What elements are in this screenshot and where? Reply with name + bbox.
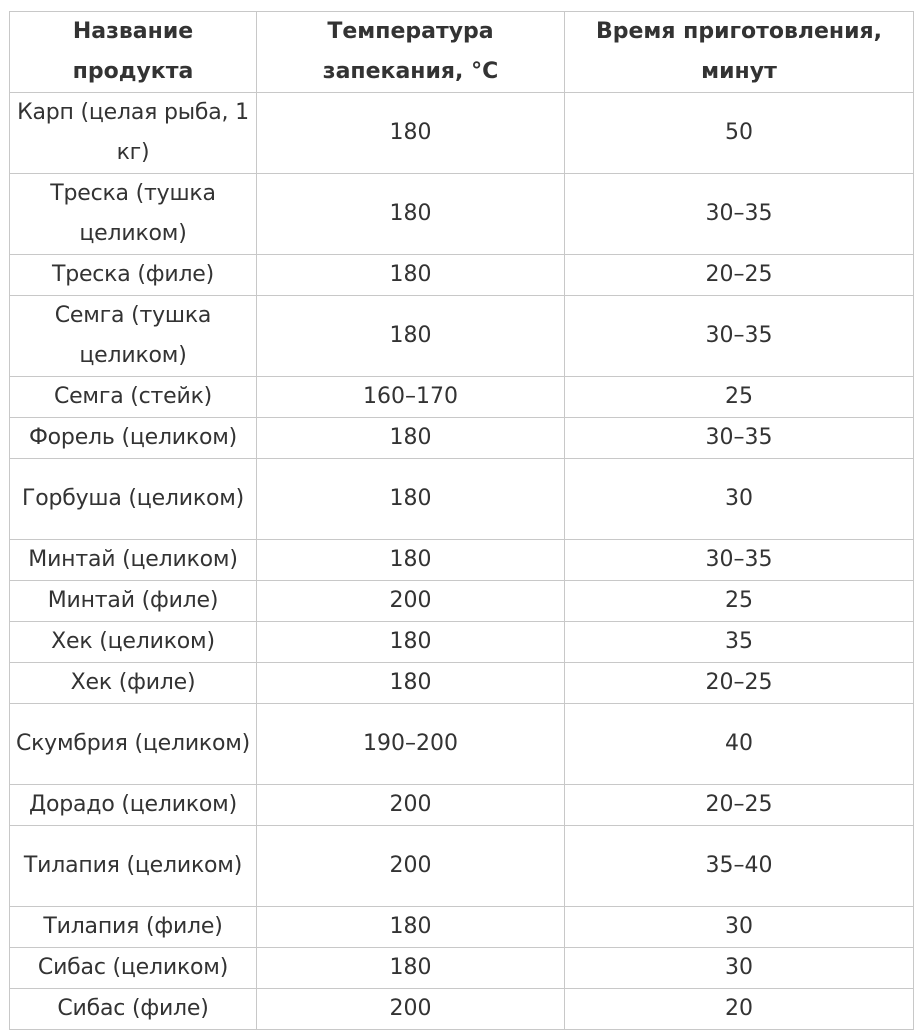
table-header xyxy=(10,12,914,93)
product-cell: Треска (тушка целиком) xyxy=(10,174,257,255)
temperature-cell: 200 xyxy=(257,826,565,907)
product-cell: Дорадо (целиком) xyxy=(10,785,257,826)
table-row xyxy=(10,989,914,1030)
temperature-cell: 180 xyxy=(257,663,565,704)
time-cell: 20–25 xyxy=(565,785,914,826)
time-cell: 30–35 xyxy=(565,418,914,459)
temperature-cell: 200 xyxy=(257,581,565,622)
temperature-cell: 180 xyxy=(257,948,565,989)
table-row xyxy=(10,540,914,581)
table-row xyxy=(10,948,914,989)
header-temperature: Температура запекания, °C xyxy=(257,12,565,93)
table-row xyxy=(10,255,914,296)
product-cell: Хек (филе) xyxy=(10,663,257,704)
time-cell: 30 xyxy=(565,459,914,540)
temperature-cell: 180 xyxy=(257,459,565,540)
time-cell: 25 xyxy=(565,377,914,418)
temperature-cell: 160–170 xyxy=(257,377,565,418)
table-row xyxy=(10,704,914,785)
product-cell: Семга (стейк) xyxy=(10,377,257,418)
time-cell: 20 xyxy=(565,989,914,1030)
product-cell: Треска (филе) xyxy=(10,255,257,296)
time-cell: 20–25 xyxy=(565,255,914,296)
time-cell: 25 xyxy=(565,581,914,622)
product-cell: Скумбрия (целиком) xyxy=(10,704,257,785)
product-cell: Сибас (филе) xyxy=(10,989,257,1030)
table-row xyxy=(10,459,914,540)
product-cell: Карп (целая рыба, 1 кг) xyxy=(10,93,257,174)
table-row xyxy=(10,663,914,704)
temperature-cell: 200 xyxy=(257,785,565,826)
time-cell: 30 xyxy=(565,948,914,989)
header-time: Время приготовления, минут xyxy=(565,12,914,93)
time-cell: 30 xyxy=(565,907,914,948)
temperature-cell: 180 xyxy=(257,174,565,255)
table-row xyxy=(10,296,914,377)
time-cell: 40 xyxy=(565,704,914,785)
table-row xyxy=(10,826,914,907)
product-cell: Хек (целиком) xyxy=(10,622,257,663)
table-row xyxy=(10,93,914,174)
header-row xyxy=(10,12,914,93)
temperature-cell: 180 xyxy=(257,296,565,377)
time-cell: 30–35 xyxy=(565,296,914,377)
time-cell: 50 xyxy=(565,93,914,174)
table-body xyxy=(10,93,914,1030)
product-cell: Горбуша (целиком) xyxy=(10,459,257,540)
time-cell: 20–25 xyxy=(565,663,914,704)
temperature-cell: 180 xyxy=(257,622,565,663)
time-cell: 35 xyxy=(565,622,914,663)
product-cell: Тилапия (целиком) xyxy=(10,826,257,907)
table-row xyxy=(10,174,914,255)
table-row xyxy=(10,418,914,459)
time-cell: 35–40 xyxy=(565,826,914,907)
temperature-cell: 180 xyxy=(257,418,565,459)
time-cell: 30–35 xyxy=(565,540,914,581)
header-product: Название продукта xyxy=(10,12,257,93)
product-cell: Семга (тушка целиком) xyxy=(10,296,257,377)
temperature-cell: 180 xyxy=(257,907,565,948)
fish-baking-table xyxy=(9,11,914,1030)
table-row xyxy=(10,377,914,418)
temperature-cell: 200 xyxy=(257,989,565,1030)
table-row xyxy=(10,907,914,948)
product-cell: Минтай (целиком) xyxy=(10,540,257,581)
temperature-cell: 180 xyxy=(257,255,565,296)
product-cell: Минтай (филе) xyxy=(10,581,257,622)
temperature-cell: 180 xyxy=(257,93,565,174)
time-cell: 30–35 xyxy=(565,174,914,255)
product-cell: Форель (целиком) xyxy=(10,418,257,459)
product-cell: Сибас (целиком) xyxy=(10,948,257,989)
temperature-cell: 180 xyxy=(257,540,565,581)
table-row xyxy=(10,581,914,622)
product-cell: Тилапия (филе) xyxy=(10,907,257,948)
table-row xyxy=(10,622,914,663)
table-row xyxy=(10,785,914,826)
temperature-cell: 190–200 xyxy=(257,704,565,785)
